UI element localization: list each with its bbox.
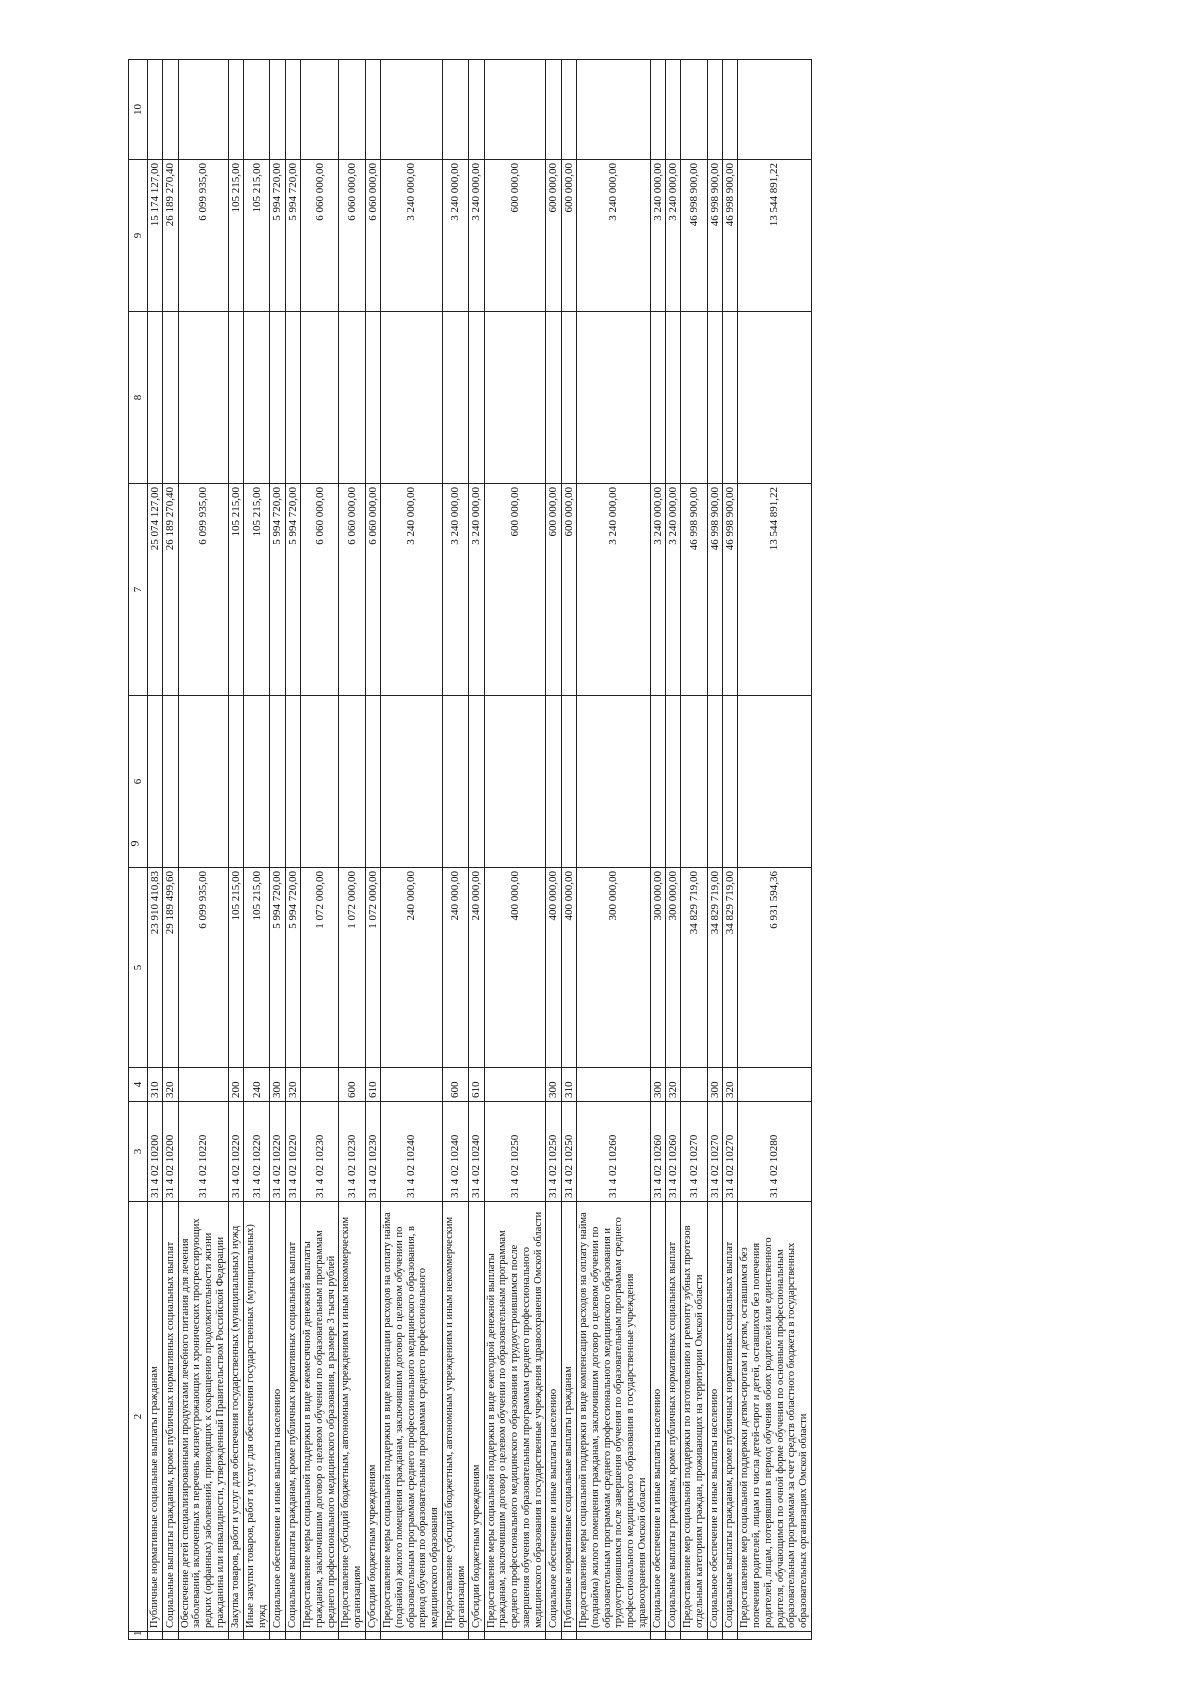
row-col7-cell: 26 189 270,40 bbox=[163, 484, 178, 696]
row-kvr-cell bbox=[178, 1068, 228, 1102]
row-name-cell: Социальное обеспечение и иные выплаты населению bbox=[270, 1202, 285, 1632]
row-code-cell: 31 4 02 10240 bbox=[381, 1102, 443, 1202]
row-col7-cell: 5 994 720,00 bbox=[270, 484, 285, 696]
row-col10-cell bbox=[270, 60, 285, 160]
page-number: 9 bbox=[127, 840, 142, 847]
row-kvr-cell: 320 bbox=[285, 1068, 300, 1102]
row-col7-cell: 105 215,00 bbox=[228, 484, 243, 696]
row-name-cell: Предоставление меры социальной поддержки в виде ежегодной денежной выплаты гражданам, заключившим договор о целевом обучении по образовательным программам среднего профессионального медицинского образования и трудоустроившимся после завершения обучения по образовательным программам среднего профессионального медицинского образования в государственные учреждения здравоохранения Омской области bbox=[484, 1202, 546, 1632]
row-col10-cell bbox=[665, 60, 680, 160]
row-kvr-cell bbox=[381, 1068, 443, 1102]
table-row bbox=[469, 60, 484, 1640]
row-name-cell: Предоставление субсидий бюджетным, автономным учреждениям и иным некоммерческим организациям bbox=[442, 1202, 469, 1632]
row-name-cell: Публичные нормативные социальные выплаты гражданам bbox=[561, 1202, 576, 1632]
table-row bbox=[381, 60, 443, 1640]
row-col8-cell bbox=[546, 312, 561, 484]
row-col10-cell bbox=[469, 60, 484, 160]
row-col10-cell bbox=[707, 60, 722, 160]
row-name-cell: Предоставление меры социальной поддержки в виде компенсации расходов на оплату найма (поднайма) жилого помещения гражданам, заключившим договор о целевом обучении по образовательным программам среднего профессионального медицинского образования и трудоустроившимся после завершения обучения по образовательным программам среднего профессионального медицинского образования в государственные учреждения здравоохранения Омской области bbox=[577, 1202, 651, 1632]
table-row bbox=[270, 60, 285, 1640]
row-col5-cell: 105 215,00 bbox=[228, 868, 243, 1068]
row-col5-cell: 300 000,00 bbox=[577, 868, 651, 1068]
row-col8-cell bbox=[469, 312, 484, 484]
row-col10-cell bbox=[484, 60, 546, 160]
row-col9-cell: 3 240 000,00 bbox=[665, 160, 680, 312]
row-col5-cell: 5 994 720,00 bbox=[285, 868, 300, 1068]
row-kvr-cell: 320 bbox=[163, 1068, 178, 1102]
row-col5-cell: 105 215,00 bbox=[243, 868, 270, 1068]
row-col9-cell: 6 099 935,00 bbox=[178, 160, 228, 312]
row-code-cell: 31 4 02 10240 bbox=[469, 1102, 484, 1202]
row-col9-cell: 600 000,00 bbox=[561, 160, 576, 312]
row-col10-cell bbox=[243, 60, 270, 160]
row-col5-cell: 6 931 594,36 bbox=[738, 868, 812, 1068]
row-col6-cell bbox=[738, 696, 812, 868]
row-name-cell: Обеспечение детей специализированными продуктами лечебного питания для лечения заболеваний, включенных в перечень жизнеугрожающих и хронических прогрессирующих редких (орфанных) заболеваний, приводящих к сокращению продолжительности жизни гражданина или инвалидности, утвержденный Правительством Российской Федерации bbox=[178, 1202, 228, 1632]
row-col8-cell bbox=[577, 312, 651, 484]
row-col9-cell: 46 998 900,00 bbox=[681, 160, 708, 312]
row-col5-cell: 1 072 000,00 bbox=[365, 868, 380, 1068]
row-col5-cell: 1 072 000,00 bbox=[301, 868, 339, 1068]
cell-1 bbox=[707, 1632, 722, 1640]
row-col9-cell: 3 240 000,00 bbox=[650, 160, 665, 312]
row-col6-cell bbox=[163, 696, 178, 868]
table-row bbox=[148, 60, 163, 1640]
cell-1 bbox=[381, 1632, 443, 1640]
cell-1 bbox=[469, 1632, 484, 1640]
budget-table-body bbox=[129, 60, 812, 1640]
rotated-table-wrapper bbox=[128, 60, 1193, 1640]
row-col8-cell bbox=[738, 312, 812, 484]
table-row bbox=[577, 60, 651, 1640]
row-col8-cell bbox=[381, 312, 443, 484]
row-name-cell: Социальное обеспечение и иные выплаты населению bbox=[546, 1202, 561, 1632]
row-col6-cell bbox=[148, 696, 163, 868]
row-col6-cell bbox=[577, 696, 651, 868]
row-col7-cell: 3 240 000,00 bbox=[469, 484, 484, 696]
row-col7-cell: 13 544 891,22 bbox=[738, 484, 812, 696]
row-col10-cell bbox=[148, 60, 163, 160]
row-kvr-cell: 310 bbox=[148, 1068, 163, 1102]
row-code-cell: 31 4 02 10230 bbox=[301, 1102, 339, 1202]
row-col6-cell bbox=[178, 696, 228, 868]
row-col10-cell bbox=[163, 60, 178, 160]
row-name-cell: Социальные выплаты гражданам, кроме публичных нормативных социальных выплат bbox=[665, 1202, 680, 1632]
row-col7-cell: 46 998 900,00 bbox=[723, 484, 738, 696]
row-name-cell: Социальные выплаты гражданам, кроме публичных нормативных социальных выплат bbox=[163, 1202, 178, 1632]
budget-table bbox=[128, 59, 812, 1640]
header-cell: 5 bbox=[129, 868, 148, 1068]
row-col9-cell: 5 994 720,00 bbox=[285, 160, 300, 312]
cell-1 bbox=[442, 1632, 469, 1640]
row-col8-cell bbox=[301, 312, 339, 484]
row-kvr-cell bbox=[577, 1068, 651, 1102]
row-col5-cell: 5 994 720,00 bbox=[270, 868, 285, 1068]
row-code-cell: 31 4 02 10250 bbox=[546, 1102, 561, 1202]
cell-1 bbox=[228, 1632, 243, 1640]
table-row bbox=[681, 60, 708, 1640]
row-col7-cell: 25 074 127,00 bbox=[148, 484, 163, 696]
row-col8-cell bbox=[650, 312, 665, 484]
row-col10-cell bbox=[178, 60, 228, 160]
row-col8-cell bbox=[442, 312, 469, 484]
row-col9-cell: 6 060 000,00 bbox=[339, 160, 366, 312]
row-col10-cell bbox=[561, 60, 576, 160]
row-col10-cell bbox=[285, 60, 300, 160]
row-col5-cell: 300 000,00 bbox=[665, 868, 680, 1068]
table-row bbox=[228, 60, 243, 1640]
row-code-cell: 31 4 02 10220 bbox=[178, 1102, 228, 1202]
row-col5-cell: 400 000,00 bbox=[561, 868, 576, 1068]
row-kvr-cell bbox=[484, 1068, 546, 1102]
row-col8-cell bbox=[707, 312, 722, 484]
row-col7-cell: 3 240 000,00 bbox=[665, 484, 680, 696]
row-name-cell: Социальные выплаты гражданам, кроме публичных нормативных социальных выплат bbox=[723, 1202, 738, 1632]
row-col7-cell: 6 060 000,00 bbox=[301, 484, 339, 696]
row-col8-cell bbox=[339, 312, 366, 484]
table-row bbox=[301, 60, 339, 1640]
row-name-cell: Социальные выплаты гражданам, кроме публичных нормативных социальных выплат bbox=[285, 1202, 300, 1632]
table-row bbox=[442, 60, 469, 1640]
row-name-cell: Закупка товаров, работ и услуг для обеспечения государственных (муниципальных) нужд bbox=[228, 1202, 243, 1632]
table-row bbox=[738, 60, 812, 1640]
row-col9-cell: 6 060 000,00 bbox=[365, 160, 380, 312]
row-col7-cell: 3 240 000,00 bbox=[442, 484, 469, 696]
row-col8-cell bbox=[723, 312, 738, 484]
row-kvr-cell: 300 bbox=[650, 1068, 665, 1102]
row-col5-cell: 29 189 499,60 bbox=[163, 868, 178, 1068]
row-col10-cell bbox=[723, 60, 738, 160]
row-kvr-cell: 320 bbox=[665, 1068, 680, 1102]
row-code-cell: 31 4 02 10200 bbox=[148, 1102, 163, 1202]
row-col7-cell: 3 240 000,00 bbox=[381, 484, 443, 696]
row-col6-cell bbox=[285, 696, 300, 868]
row-kvr-cell: 320 bbox=[723, 1068, 738, 1102]
cell-1 bbox=[163, 1632, 178, 1640]
row-col8-cell bbox=[178, 312, 228, 484]
row-col6-cell bbox=[723, 696, 738, 868]
row-col5-cell: 23 910 410,83 bbox=[148, 868, 163, 1068]
row-kvr-cell: 610 bbox=[469, 1068, 484, 1102]
header-cell: 2 bbox=[129, 1202, 148, 1632]
row-col6-cell bbox=[365, 696, 380, 868]
table-row bbox=[163, 60, 178, 1640]
row-code-cell: 31 4 02 10220 bbox=[243, 1102, 270, 1202]
row-col5-cell: 240 000,00 bbox=[469, 868, 484, 1068]
row-code-cell: 31 4 02 10270 bbox=[723, 1102, 738, 1202]
table-row bbox=[707, 60, 722, 1640]
row-col10-cell bbox=[228, 60, 243, 160]
table-row bbox=[243, 60, 270, 1640]
row-code-cell: 31 4 02 10260 bbox=[650, 1102, 665, 1202]
row-name-cell: Предоставление мер социальной поддержки по изготовлению и ремонту зубных протезов отдельным категориям граждан, проживающих на территории Омской области bbox=[681, 1202, 708, 1632]
table-row bbox=[484, 60, 546, 1640]
cell-1 bbox=[301, 1632, 339, 1640]
row-code-cell: 31 4 02 10250 bbox=[561, 1102, 576, 1202]
row-col7-cell: 6 060 000,00 bbox=[365, 484, 380, 696]
row-col8-cell bbox=[365, 312, 380, 484]
row-col10-cell bbox=[442, 60, 469, 160]
row-kvr-cell bbox=[681, 1068, 708, 1102]
table-row bbox=[650, 60, 665, 1640]
header-cell: 1 bbox=[129, 1632, 148, 1640]
cell-1 bbox=[270, 1632, 285, 1640]
table-row bbox=[178, 60, 228, 1640]
header-cell: 8 bbox=[129, 312, 148, 484]
row-col7-cell: 6 060 000,00 bbox=[339, 484, 366, 696]
row-col5-cell: 6 099 935,00 bbox=[178, 868, 228, 1068]
row-col8-cell bbox=[163, 312, 178, 484]
header-cell: 3 bbox=[129, 1102, 148, 1202]
row-col6-cell bbox=[243, 696, 270, 868]
row-code-cell: 31 4 02 10230 bbox=[339, 1102, 366, 1202]
row-col9-cell: 105 215,00 bbox=[228, 160, 243, 312]
row-col10-cell bbox=[577, 60, 651, 160]
row-code-cell: 31 4 02 10260 bbox=[577, 1102, 651, 1202]
row-code-cell: 31 4 02 10220 bbox=[285, 1102, 300, 1202]
row-col5-cell: 34 829 719,00 bbox=[707, 868, 722, 1068]
row-name-cell: Предоставление субсидий бюджетным, автономным учреждениям и иным некоммерческим организациям bbox=[339, 1202, 366, 1632]
row-col5-cell: 240 000,00 bbox=[381, 868, 443, 1068]
cell-1 bbox=[365, 1632, 380, 1640]
row-kvr-cell: 610 bbox=[365, 1068, 380, 1102]
row-col7-cell: 3 240 000,00 bbox=[650, 484, 665, 696]
cell-1 bbox=[561, 1632, 576, 1640]
row-code-cell: 31 4 02 10280 bbox=[738, 1102, 812, 1202]
header-cell: 7 bbox=[129, 484, 148, 696]
row-col5-cell: 400 000,00 bbox=[546, 868, 561, 1068]
row-code-cell: 31 4 02 10230 bbox=[365, 1102, 380, 1202]
row-name-cell: Субсидии бюджетным учреждениям bbox=[365, 1202, 380, 1632]
row-col8-cell bbox=[270, 312, 285, 484]
row-col6-cell bbox=[442, 696, 469, 868]
cell-1 bbox=[285, 1632, 300, 1640]
row-col10-cell bbox=[738, 60, 812, 160]
row-col9-cell: 3 240 000,00 bbox=[442, 160, 469, 312]
row-col6-cell bbox=[665, 696, 680, 868]
row-col8-cell bbox=[228, 312, 243, 484]
row-col5-cell: 240 000,00 bbox=[442, 868, 469, 1068]
row-kvr-cell: 300 bbox=[270, 1068, 285, 1102]
cell-1 bbox=[665, 1632, 680, 1640]
row-col9-cell: 26 189 270,40 bbox=[163, 160, 178, 312]
row-col6-cell bbox=[469, 696, 484, 868]
row-col8-cell bbox=[243, 312, 270, 484]
table-row bbox=[561, 60, 576, 1640]
cell-1 bbox=[243, 1632, 270, 1640]
header-cell: 6 bbox=[129, 696, 148, 868]
row-col10-cell bbox=[381, 60, 443, 160]
row-col10-cell bbox=[681, 60, 708, 160]
cell-1 bbox=[738, 1632, 812, 1640]
row-col9-cell: 46 998 900,00 bbox=[707, 160, 722, 312]
row-name-cell: Социальное обеспечение и иные выплаты населению bbox=[650, 1202, 665, 1632]
row-col9-cell: 13 544 891,22 bbox=[738, 160, 812, 312]
row-col5-cell: 1 072 000,00 bbox=[339, 868, 366, 1068]
table-row bbox=[665, 60, 680, 1640]
row-col8-cell bbox=[681, 312, 708, 484]
row-name-cell: Иные закупки товаров, работ и услуг для обеспечения государственных (муниципальных) нужд bbox=[243, 1202, 270, 1632]
row-col6-cell bbox=[484, 696, 546, 868]
row-kvr-cell: 200 bbox=[228, 1068, 243, 1102]
row-col6-cell bbox=[339, 696, 366, 868]
row-code-cell: 31 4 02 10200 bbox=[163, 1102, 178, 1202]
row-col7-cell: 105 215,00 bbox=[243, 484, 270, 696]
row-col8-cell bbox=[561, 312, 576, 484]
row-name-cell: Социальное обеспечение и иные выплаты населению bbox=[707, 1202, 722, 1632]
row-col7-cell: 6 099 935,00 bbox=[178, 484, 228, 696]
row-col8-cell bbox=[285, 312, 300, 484]
header-cell: 10 bbox=[129, 60, 148, 160]
cell-1 bbox=[148, 1632, 163, 1640]
row-kvr-cell: 600 bbox=[339, 1068, 366, 1102]
row-col9-cell: 600 000,00 bbox=[546, 160, 561, 312]
row-col8-cell bbox=[148, 312, 163, 484]
row-col7-cell: 5 994 720,00 bbox=[285, 484, 300, 696]
row-col9-cell: 15 174 127,00 bbox=[148, 160, 163, 312]
row-col8-cell bbox=[665, 312, 680, 484]
table-row bbox=[546, 60, 561, 1640]
row-code-cell: 31 4 02 10270 bbox=[681, 1102, 708, 1202]
cell-1 bbox=[681, 1632, 708, 1640]
row-code-cell: 31 4 02 10260 bbox=[665, 1102, 680, 1202]
row-name-cell: Субсидии бюджетным учреждениям bbox=[469, 1202, 484, 1632]
row-col7-cell: 46 998 900,00 bbox=[707, 484, 722, 696]
row-code-cell: 31 4 02 10220 bbox=[270, 1102, 285, 1202]
row-col9-cell: 5 994 720,00 bbox=[270, 160, 285, 312]
table-row bbox=[365, 60, 380, 1640]
row-name-cell: Предоставление меры социальной поддержки в виде компенсации расходов на оплату найма (поднайма) жилого помещения гражданам, заключившим договор о целевом обучении по образовательным программам среднего профессионального медицинского образования, в период обучения по образовательным программам среднего профессионального медицинского образования bbox=[381, 1202, 443, 1632]
row-col5-cell: 400 000,00 bbox=[484, 868, 546, 1068]
cell-1 bbox=[577, 1632, 651, 1640]
row-code-cell: 31 4 02 10220 bbox=[228, 1102, 243, 1202]
row-col10-cell bbox=[365, 60, 380, 160]
row-col6-cell bbox=[270, 696, 285, 868]
table-row bbox=[339, 60, 366, 1640]
cell-1 bbox=[484, 1632, 546, 1640]
row-col9-cell: 105 215,00 bbox=[243, 160, 270, 312]
table-row bbox=[285, 60, 300, 1640]
row-col6-cell bbox=[681, 696, 708, 868]
row-col7-cell: 600 000,00 bbox=[561, 484, 576, 696]
row-code-cell: 31 4 02 10240 bbox=[442, 1102, 469, 1202]
row-kvr-cell: 300 bbox=[707, 1068, 722, 1102]
row-col7-cell: 3 240 000,00 bbox=[577, 484, 651, 696]
row-col9-cell: 3 240 000,00 bbox=[469, 160, 484, 312]
row-col10-cell bbox=[650, 60, 665, 160]
row-code-cell: 31 4 02 10250 bbox=[484, 1102, 546, 1202]
row-name-cell: Публичные нормативные социальные выплаты гражданам bbox=[148, 1202, 163, 1632]
row-col10-cell bbox=[546, 60, 561, 160]
header-cell: 9 bbox=[129, 160, 148, 312]
table-header-row bbox=[129, 60, 148, 1640]
row-col7-cell: 600 000,00 bbox=[484, 484, 546, 696]
row-col6-cell bbox=[301, 696, 339, 868]
row-col6-cell bbox=[561, 696, 576, 868]
row-col9-cell: 3 240 000,00 bbox=[577, 160, 651, 312]
row-col6-cell bbox=[228, 696, 243, 868]
row-col9-cell: 600 000,00 bbox=[484, 160, 546, 312]
row-col9-cell: 46 998 900,00 bbox=[723, 160, 738, 312]
row-col9-cell: 6 060 000,00 bbox=[301, 160, 339, 312]
row-col10-cell bbox=[301, 60, 339, 160]
row-col6-cell bbox=[546, 696, 561, 868]
row-code-cell: 31 4 02 10270 bbox=[707, 1102, 722, 1202]
row-kvr-cell: 600 bbox=[442, 1068, 469, 1102]
row-kvr-cell: 310 bbox=[561, 1068, 576, 1102]
row-col5-cell: 34 829 719,00 bbox=[723, 868, 738, 1068]
row-kvr-cell: 300 bbox=[546, 1068, 561, 1102]
row-col6-cell bbox=[381, 696, 443, 868]
cell-1 bbox=[723, 1632, 738, 1640]
header-cell: 4 bbox=[129, 1068, 148, 1102]
row-col6-cell bbox=[707, 696, 722, 868]
row-kvr-cell bbox=[738, 1068, 812, 1102]
row-col8-cell bbox=[484, 312, 546, 484]
row-col9-cell: 3 240 000,00 bbox=[381, 160, 443, 312]
row-col6-cell bbox=[650, 696, 665, 868]
row-name-cell: Предоставление меры социальной поддержки в виде ежемесячной денежной выплаты гражданам, заключившим договор о целевом обучении по образовательным программам среднего профессионального медицинского образования, в размере 3 тысяч рублей bbox=[301, 1202, 339, 1632]
row-col7-cell: 46 998 900,00 bbox=[681, 484, 708, 696]
cell-1 bbox=[650, 1632, 665, 1640]
row-col5-cell: 300 000,00 bbox=[650, 868, 665, 1068]
row-col10-cell bbox=[339, 60, 366, 160]
cell-1 bbox=[339, 1632, 366, 1640]
cell-1 bbox=[546, 1632, 561, 1640]
row-kvr-cell bbox=[301, 1068, 339, 1102]
row-kvr-cell: 240 bbox=[243, 1068, 270, 1102]
cell-1 bbox=[178, 1632, 228, 1640]
table-row bbox=[723, 60, 738, 1640]
row-col5-cell: 34 829 719,00 bbox=[681, 868, 708, 1068]
row-name-cell: Предоставление мер социальной поддержки детям-сиротам и детям, оставшимся без попечения родителей, лицам из числа детей-сирот и детей, оставшихся без попечения родителей, лицам, потерявшим в период обучения обоих родителей или единственного родителя, обучающимся по очной форме обучения по основным профессиональным образовательным программам за счет средств областного бюджета в государственных образовательных организациях Омской области bbox=[738, 1202, 812, 1632]
row-col7-cell: 600 000,00 bbox=[546, 484, 561, 696]
